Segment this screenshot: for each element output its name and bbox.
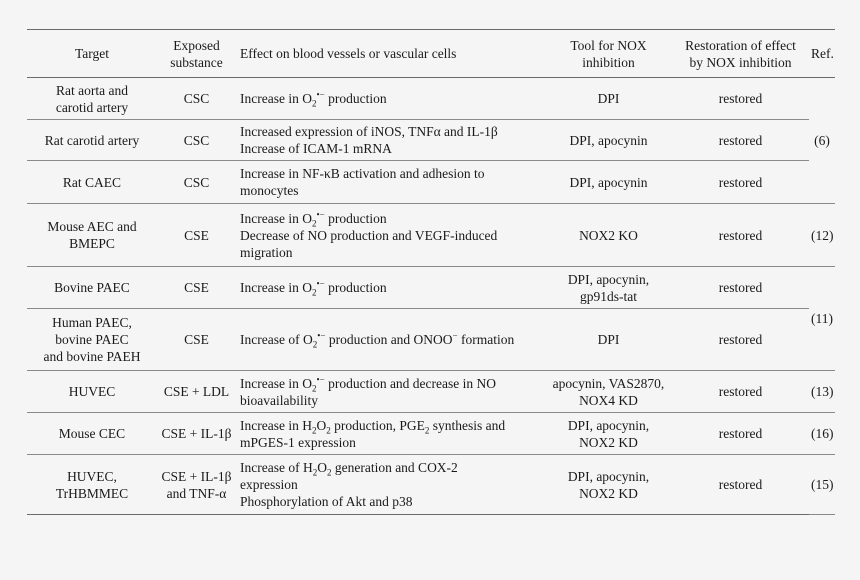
- target-line: BMEPC: [69, 236, 115, 251]
- cell-effect: [236, 161, 545, 204]
- target-line: Mouse AEC and: [47, 219, 137, 234]
- cell-restoration: restored: [718, 426, 763, 441]
- header-tool-line2: inhibition: [582, 54, 635, 70]
- target-line: Rat CAEC: [62, 174, 122, 190]
- cell-substance: [157, 267, 236, 309]
- effect-line: expression: [240, 477, 298, 492]
- cell-target: [27, 267, 157, 309]
- cell-effect: [236, 413, 545, 455]
- target-line: HUVEC,: [67, 468, 117, 484]
- effect-line: Increase of $O_2^{•-}$ production and ONOO− formation: [240, 330, 515, 350]
- cell-target: [27, 309, 157, 371]
- cell-effect: [236, 204, 545, 267]
- cell-ref: (12): [809, 204, 835, 267]
- cell-tool: [545, 455, 672, 515]
- tool-line: DPI: [597, 332, 620, 347]
- cell-ref: (13): [809, 371, 835, 413]
- header-effect: Effect on blood vessels or vascular cells: [236, 30, 545, 78]
- table-container: [27, 29, 835, 515]
- header-tool-line1: Tool for NOX: [570, 37, 647, 53]
- effect-line: Increase of ICAM-1 mRNA: [240, 141, 392, 156]
- cell-tool: [545, 309, 672, 371]
- cell-tool: [545, 204, 672, 267]
- tool-line: DPI, apocynin,: [567, 271, 650, 287]
- cell-substance: [157, 455, 236, 515]
- header-restoration-line2: by NOX inhibition: [689, 54, 792, 70]
- effect-line: Increase in $O_2^{•-}$ production: [240, 209, 387, 229]
- cell-substance: [157, 120, 236, 161]
- target-line: and bovine PAEH: [43, 349, 141, 364]
- cell-substance: [157, 161, 236, 204]
- cell-target: [27, 78, 157, 120]
- substance-line: and TNF-α: [166, 485, 227, 501]
- cell-restoration: restored: [718, 332, 763, 347]
- cell-target: [27, 204, 157, 267]
- cell-ref: (11): [809, 267, 835, 371]
- header-row: [27, 30, 835, 78]
- effect-line: Increase in NF-κB activation and adhesion to: [240, 166, 485, 181]
- substance-line: CSE + IL-1β: [161, 468, 232, 484]
- table-row: [27, 120, 835, 161]
- header-tool: [545, 30, 672, 78]
- effect-line: Increased expression of iNOS, TNFα and IL-1β: [240, 124, 498, 139]
- cell-ref: (16): [809, 413, 835, 455]
- table-body: [27, 78, 835, 515]
- table-row: [27, 267, 835, 309]
- cell-tool: [545, 413, 672, 455]
- table-row: [27, 161, 835, 204]
- cell-tool: [545, 371, 672, 413]
- header-restoration: [672, 30, 809, 78]
- tool-line: DPI, apocynin: [569, 132, 648, 148]
- tool-line: DPI, apocynin: [569, 174, 648, 190]
- cell-effect: [236, 309, 545, 371]
- cell-target: [27, 120, 157, 161]
- tool-line: NOX2 KD: [579, 434, 638, 450]
- tool-line: apocynin, VAS2870,: [552, 375, 665, 391]
- tool-line: NOX2 KO: [579, 227, 638, 243]
- cell-restoration: restored: [718, 91, 763, 106]
- cell-restoration: restored: [718, 477, 763, 492]
- cell-substance: [157, 204, 236, 267]
- table-row: [27, 371, 835, 413]
- cell-effect: [236, 120, 545, 161]
- cell-tool: [545, 267, 672, 309]
- effect-line: migration: [240, 244, 293, 260]
- cell-target: [27, 455, 157, 515]
- effect-line: Increase of $H_2O_2$ generation and COX-2: [240, 460, 458, 478]
- table-row: [27, 413, 835, 455]
- cell-effect: [236, 371, 545, 413]
- substance-line: CSC: [183, 91, 210, 106]
- effect-line: Phosphorylation of Akt and p38: [240, 494, 413, 509]
- table-row: [27, 78, 835, 120]
- cell-target: [27, 161, 157, 204]
- cell-tool: [545, 78, 672, 120]
- effect-line: Increase in $O_2^{•-}$ production: [240, 89, 387, 109]
- header-exposed-substance: [157, 30, 236, 78]
- cell-restoration: restored: [718, 227, 763, 243]
- target-line: HUVEC: [68, 384, 116, 399]
- target-line: Rat aorta and: [56, 82, 128, 98]
- effect-line: Decrease of NO production and VEGF-induced: [240, 227, 498, 243]
- substance-line: CSE: [184, 280, 209, 295]
- cell-ref: (15): [809, 455, 835, 515]
- cell-substance: [157, 309, 236, 371]
- substance-line: CSE + LDL: [163, 384, 230, 399]
- effect-line: mPGES-1 expression: [240, 434, 356, 450]
- tool-line: DPI, apocynin,: [567, 417, 650, 433]
- target-line: Rat carotid artery: [44, 132, 140, 148]
- cell-ref: (6): [809, 78, 835, 204]
- cell-target: [27, 413, 157, 455]
- tool-line: gp91ds-tat: [580, 288, 637, 304]
- effect-line: bioavailability: [240, 392, 318, 408]
- cell-effect: [236, 267, 545, 309]
- cell-tool: [545, 161, 672, 204]
- substance-line: CSE: [184, 332, 209, 347]
- target-line: Mouse CEC: [58, 426, 126, 441]
- header-ref: Ref.: [809, 30, 835, 78]
- cell-substance: [157, 413, 236, 455]
- cell-substance: [157, 371, 236, 413]
- cell-restoration: restored: [718, 280, 763, 295]
- table-row: [27, 309, 835, 371]
- target-line: Human PAEC,: [52, 315, 132, 330]
- substance-line: CSE: [184, 227, 209, 243]
- effect-line: Increase in $O_2^{•-}$ production: [240, 278, 387, 298]
- tool-line: DPI: [597, 91, 620, 106]
- target-line: Bovine PAEC: [54, 280, 130, 295]
- cell-restoration: restored: [718, 174, 763, 190]
- header-exposed-line2: substance: [170, 54, 223, 70]
- header-exposed-line1: Exposed: [173, 37, 220, 53]
- nox-inhibition-table: [27, 29, 835, 515]
- cell-substance: [157, 78, 236, 120]
- cell-target: [27, 371, 157, 413]
- table-row: [27, 455, 835, 515]
- cell-effect: [236, 455, 545, 515]
- effect-line: Increase in $O_2^{•-}$ production and decrease in NO: [240, 374, 497, 394]
- substance-line: CSC: [183, 132, 210, 148]
- target-line: bovine PAEC: [55, 332, 129, 347]
- target-line: TrHBMMEC: [55, 485, 129, 501]
- table-row: [27, 204, 835, 267]
- cell-restoration: restored: [718, 384, 763, 399]
- tool-line: NOX2 KD: [579, 485, 638, 501]
- cell-tool: [545, 120, 672, 161]
- cell-effect: [236, 78, 545, 120]
- tool-line: DPI, apocynin,: [567, 468, 650, 484]
- target-line: carotid artery: [55, 99, 129, 115]
- effect-line: Increase in $H_2O_2$ production, $PGE_2$ synthesis and: [240, 417, 506, 436]
- tool-line: NOX4 KD: [579, 392, 638, 408]
- cell-restoration: restored: [718, 132, 763, 148]
- substance-line: CSC: [183, 174, 210, 190]
- header-restoration-line1: Restoration of effect: [685, 37, 796, 53]
- effect-line: monocytes: [240, 183, 299, 198]
- header-target: Target: [27, 30, 157, 78]
- substance-line: CSE + IL-1β: [161, 426, 232, 441]
